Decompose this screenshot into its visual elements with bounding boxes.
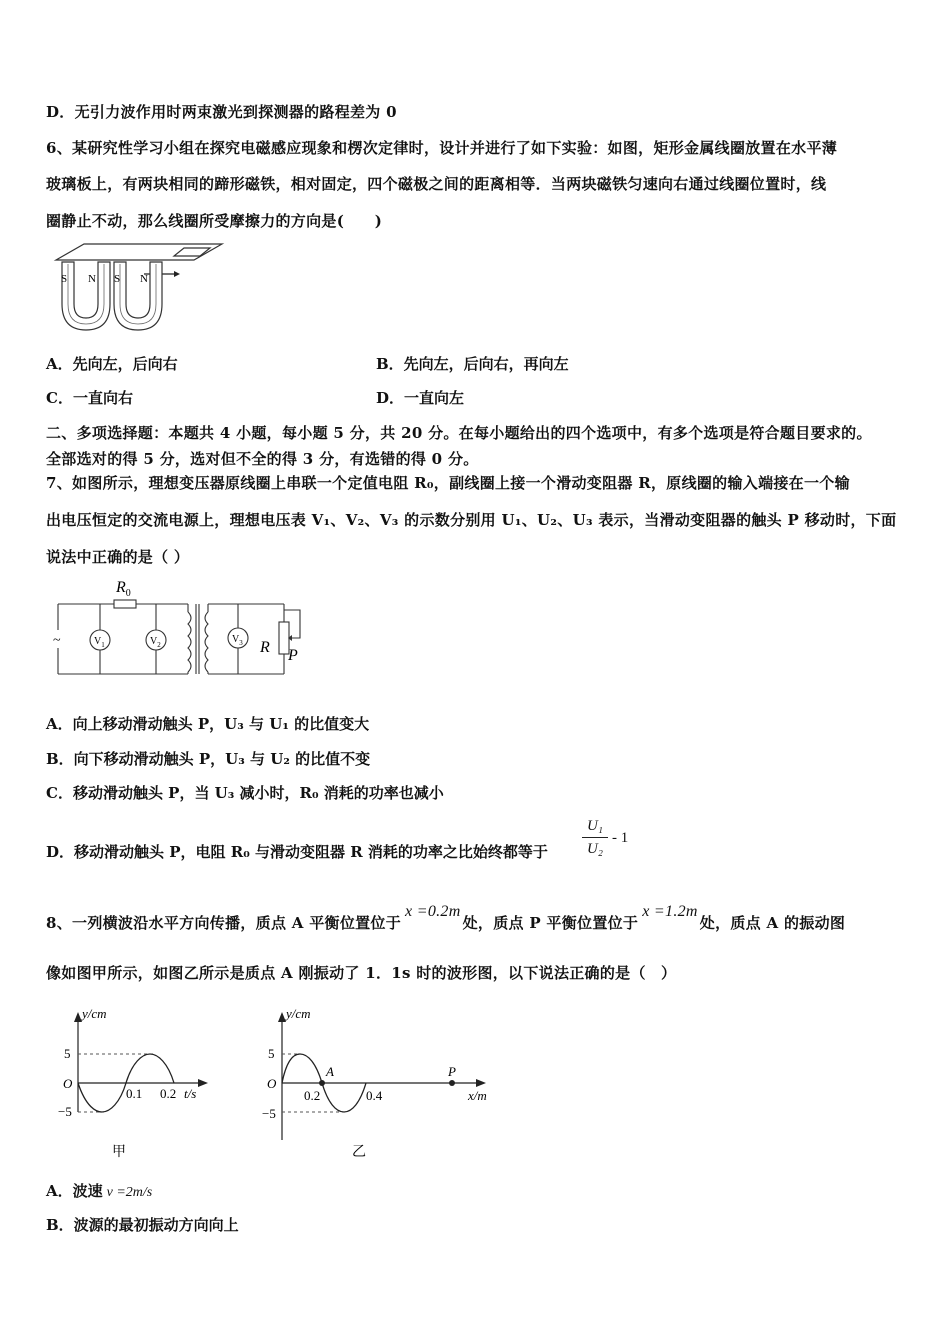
q7-option-b: B．向下移动滑动触头 P，U₃ 与 U₂ 的比值不变: [46, 750, 371, 768]
q7-p-label: P: [288, 647, 298, 664]
q8-stem-part3: 处，质点 A 的振动图: [699, 914, 846, 932]
q6-option-b: B．先向左，后向右，再向左: [376, 355, 569, 373]
q8-yi-xlabel: x/m: [468, 1088, 487, 1103]
q7-circuit-diagram: [48, 574, 310, 686]
q6-stem-line2: 玻璃板上，有两块相同的蹄形磁铁，相对固定，四个磁极之间的距离相等．当两块磁铁匀速向右通过线圈位置时，线: [46, 175, 827, 193]
q8-yi-point-a: [319, 1080, 325, 1086]
q8-yi-ylabel: y/cm: [286, 1006, 311, 1021]
q8-stem-line1: [46, 903, 908, 934]
q8-jia-t2: 0.2: [160, 1086, 177, 1101]
q8-option-a-text: A．波速: [46, 1182, 103, 1200]
q8-yi-label-p: P: [448, 1064, 456, 1079]
q8-jia-ylabel: y/cm: [82, 1006, 107, 1021]
q7-stem-line2: 出电压恒定的交流电源上，理想电压表 V₁、V₂、V₃ 的示数分别用 U₁、U₂、U₃ 表示，当滑动变阻器的触头 P 移动时，下面: [46, 511, 897, 529]
q7-fraction-num: U₁: [586, 818, 604, 834]
q8-jia-y5: 5: [64, 1046, 71, 1061]
q8-jia-yneg5: −5: [58, 1104, 72, 1119]
q7-fraction: [580, 816, 610, 859]
q8-yi-point-p: [449, 1080, 455, 1086]
q8-stem-part2: 处，质点 P 平衡位置位于: [462, 914, 639, 932]
q6-option-d: D．一直向左: [376, 389, 465, 407]
q7-v3-label: $V_3$: [232, 634, 243, 647]
q7-source-symbol: ~: [53, 633, 61, 648]
q8-graph-yi: [256, 1006, 506, 1164]
q7-v2-label: $V_2$: [150, 636, 161, 649]
section2-line1: 二、多项选择题：本题共 4 小题，每小题 5 分，共 20 分。在每小题给出的四个选项中，有多个选项是符合题目要求的。: [46, 424, 872, 442]
q7-option-a: A．向上移动滑动触头 P，U₃ 与 U₁ 的比值变大: [46, 715, 370, 733]
q5-option-d: D．无引力波作用时两束激光到探测器的路程差为 0: [46, 103, 397, 121]
q8-yi-x2: 0.4: [366, 1088, 383, 1103]
q7-stem-line3: 说法中正确的是（ ）: [46, 548, 190, 566]
q8-yi-label-a: A: [326, 1064, 334, 1079]
q8-stem-part1: 8、一列横波沿水平方向传播，质点 A 平衡位置位于: [46, 914, 402, 932]
q6-pole-3: S: [114, 273, 121, 285]
q7-fraction-den: U₂: [586, 841, 604, 857]
q8-stem-line2: 像如图甲所示，如图乙所示是质点 A 刚振动了 1．1s 时的波形图，以下说法正确的是（ ）: [46, 964, 677, 982]
q6-stem-line1: 6、某研究性学习小组在探究电磁感应现象和楞次定律时，设计并进行了如下实验：如图，矩形金属线圈放置在水平薄: [46, 139, 838, 157]
q8-jia-t1: 0.1: [126, 1086, 143, 1101]
q7-option-d: D．移动滑动触头 P，电阻 R₀ 与滑动变阻器 R 消耗的功率之比始终都等于: [46, 843, 548, 861]
q8-graph-jia: [52, 1006, 212, 1164]
q8-jia-caption: 甲: [112, 1145, 126, 1160]
q6-pole-4: N: [140, 273, 148, 285]
q6-pole-2: N: [88, 273, 96, 285]
q8-jia-origin: O: [63, 1076, 73, 1091]
q8-option-b: B．波源的最初振动方向向上: [46, 1216, 239, 1234]
section2-line2: 全部选对的得 5 分，选对但不全的得 3 分，有选错的得 0 分。: [46, 450, 479, 468]
q8-option-a: [46, 1181, 152, 1203]
q8-jia-xlabel: t/s: [184, 1086, 197, 1101]
q8-yi-origin: O: [267, 1076, 277, 1091]
q7-fraction-tail: - 1: [612, 830, 629, 846]
q7-v1-label: $V_1$: [94, 636, 105, 649]
q7-fraction-bar: [582, 837, 608, 838]
q8-yi-x1: 0.2: [304, 1088, 321, 1103]
q8-yi-yneg5: −5: [262, 1106, 276, 1121]
q8-option-a-math: v =2m/s: [106, 1185, 153, 1200]
q7-r0-label: $R_0$: [116, 579, 131, 599]
q8-yi-caption: 乙: [352, 1145, 366, 1160]
q7-stem-line1: 7、如图所示，理想变压器原线圈上串联一个定值电阻 R₀，副线圈上接一个滑动变阻器 R，原线圈的输入端接在一个输: [46, 474, 850, 492]
q6-stem-line3: 圈静止不动，那么线圈所受摩擦力的方向是( ): [46, 212, 383, 230]
q8-yi-y5: 5: [268, 1046, 275, 1061]
q6-option-a: A．先向左，后向右: [46, 355, 178, 373]
q8-math-xa: x =0.2m: [405, 903, 461, 920]
q7-r-label: R: [260, 639, 270, 656]
q7-option-c: C．移动滑动触头 P，当 U₃ 减小时，R₀ 消耗的功率也减小: [46, 784, 444, 802]
q6-pole-1: S: [61, 273, 68, 285]
q6-magnet-figure: [44, 242, 234, 338]
q6-option-c: C．一直向右: [46, 389, 133, 407]
q8-math-xp: x =1.2m: [642, 903, 698, 920]
